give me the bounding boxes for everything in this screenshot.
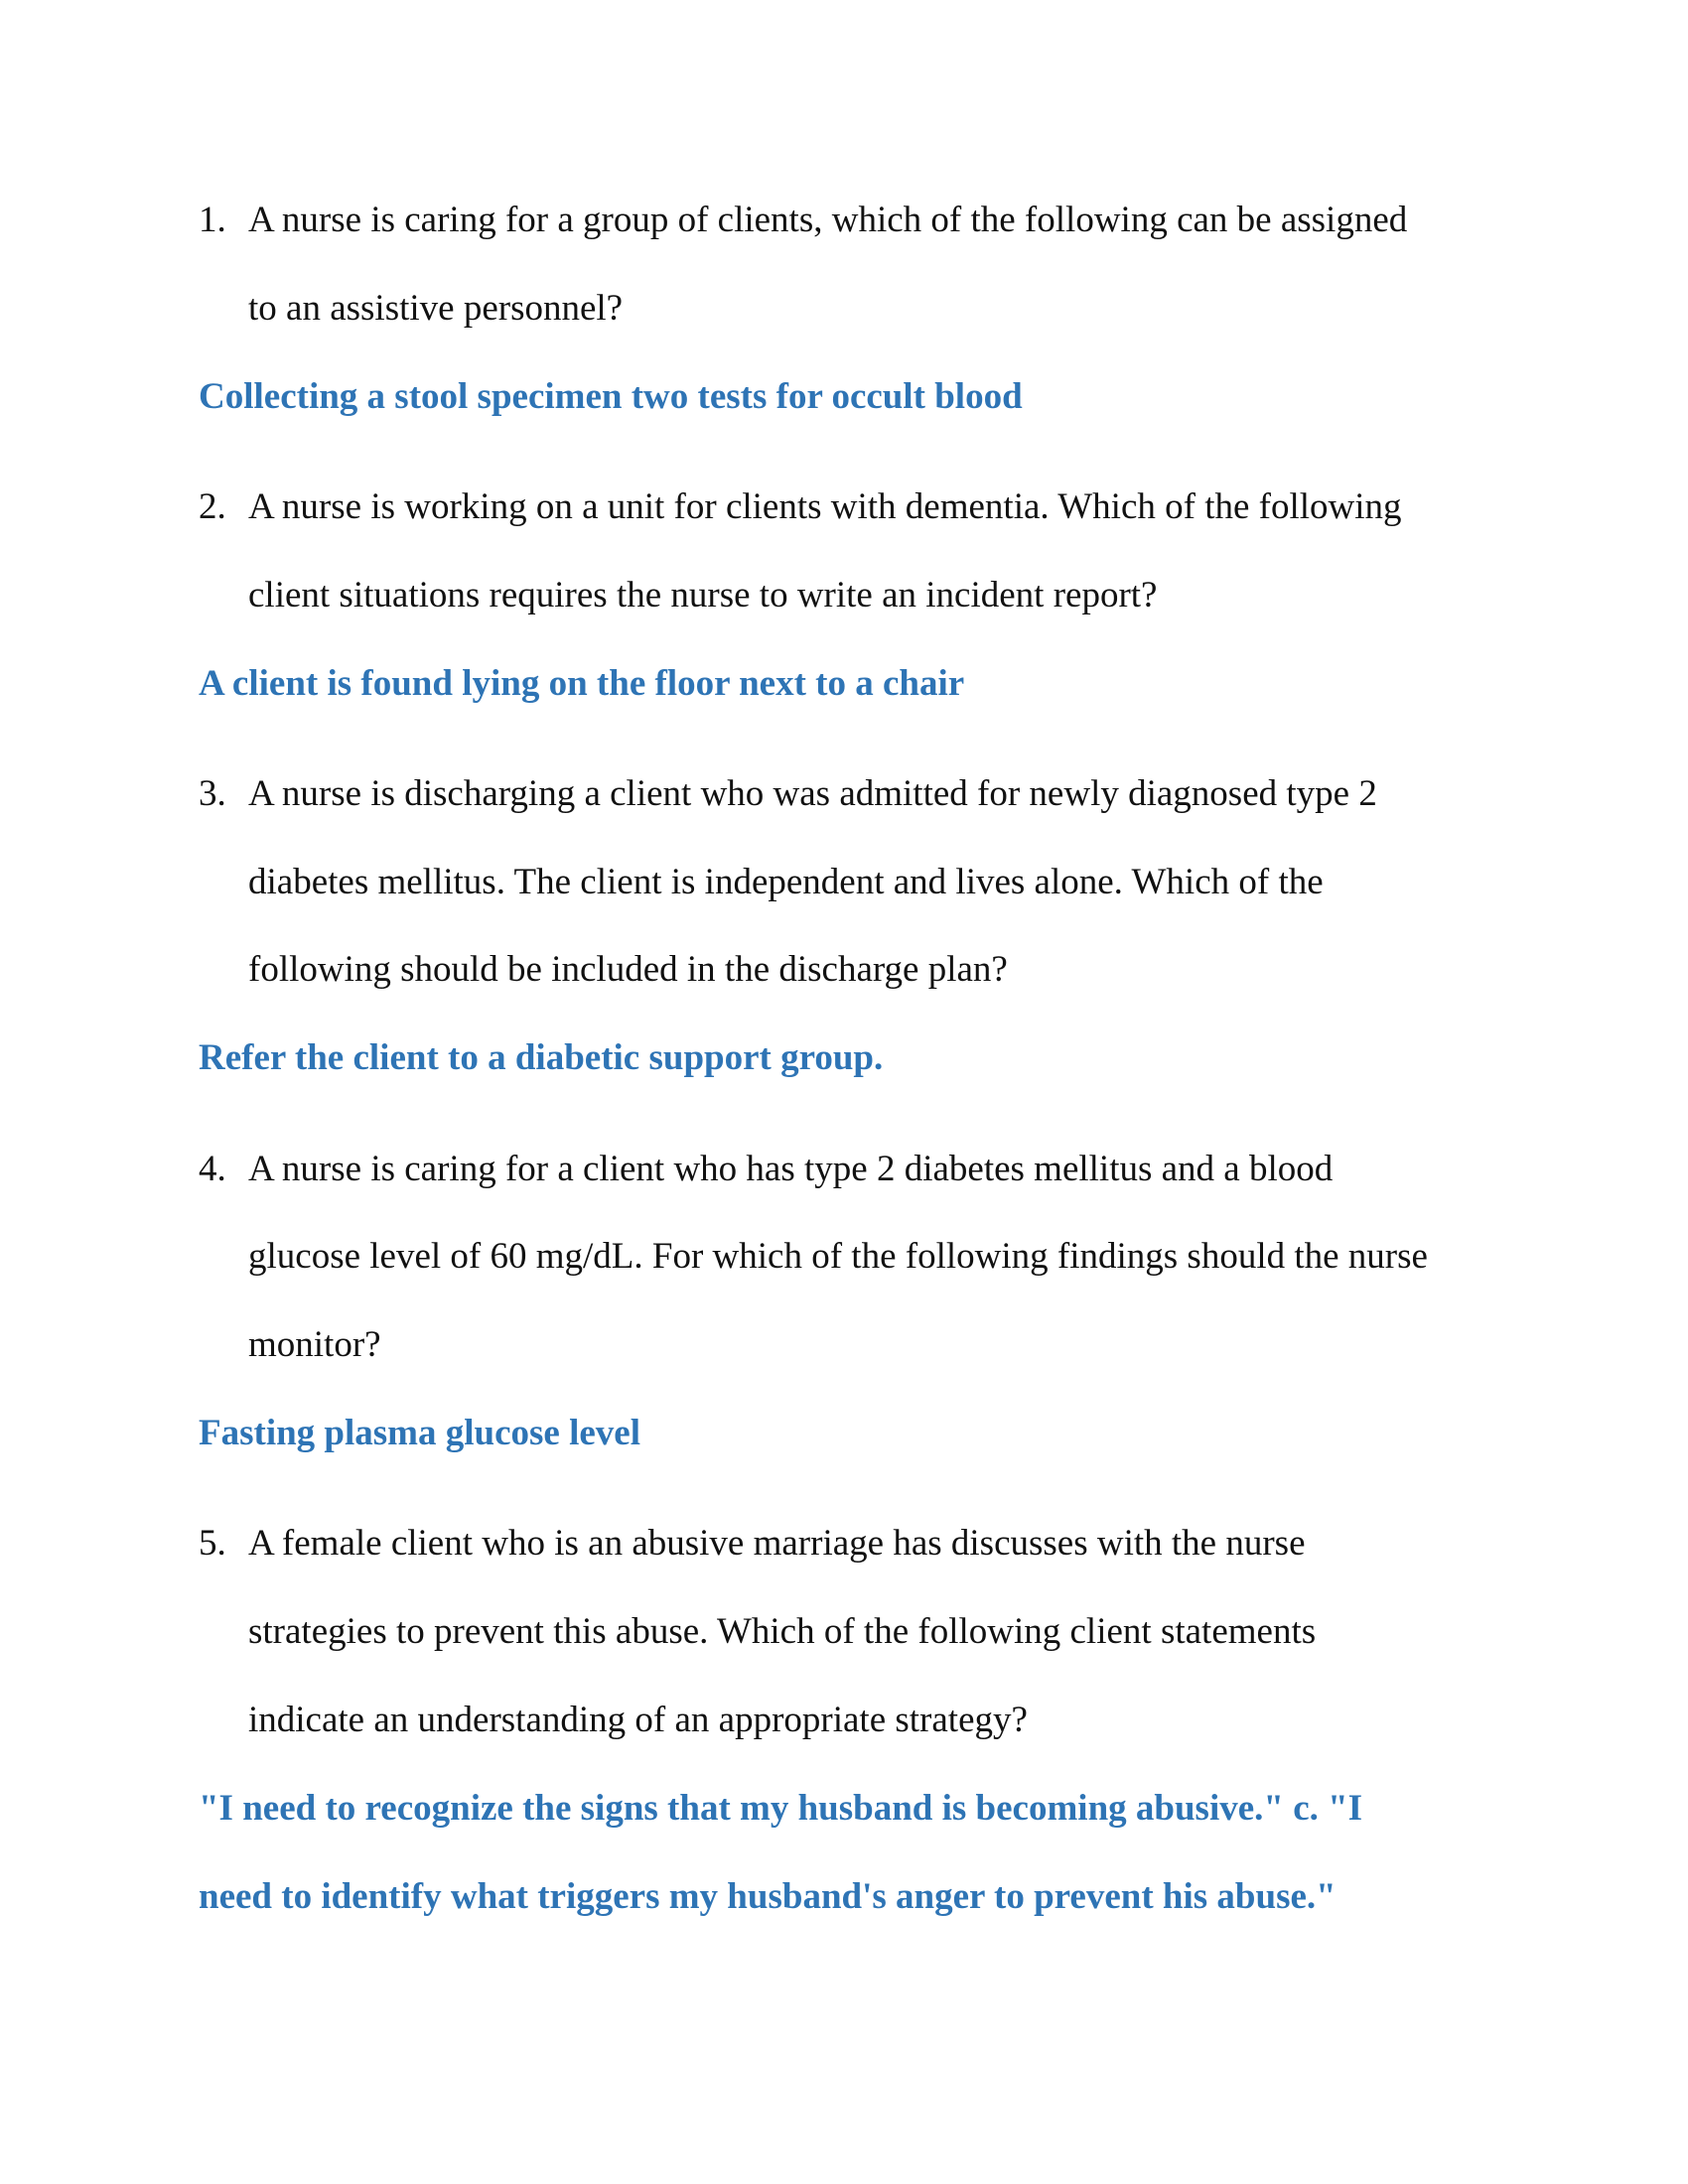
question-text-line: glucose level of 60 mg/dL. For which of the following findings should the nurse: [248, 1236, 1428, 1277]
question-number: 5.: [199, 1523, 226, 1564]
question-number: 4.: [199, 1149, 226, 1189]
question-text-line: client situations requires the nurse to write an incident report?: [248, 575, 1158, 615]
question-text-line: following should be included in the discharge plan?: [248, 949, 1008, 990]
question-text-line: strategies to prevent this abuse. Which of the following client statements: [248, 1611, 1317, 1652]
answer-5-line-2: need to identify what triggers my husband's anger to prevent his abuse.": [199, 1876, 1336, 1917]
question-text-line: monitor?: [248, 1324, 381, 1365]
question-text-line: to an assistive personnel?: [248, 288, 624, 329]
question-text-line: A nurse is caring for a group of clients, which of the following can be assigned: [248, 200, 1408, 240]
answer-3: Refer the client to a diabetic support group.: [199, 1037, 884, 1078]
question-number: 2.: [199, 486, 226, 527]
question-text-line: A nurse is discharging a client who was admitted for newly diagnosed type 2: [248, 773, 1377, 814]
question-text-line: indicate an understanding of an appropriate strategy?: [248, 1700, 1028, 1740]
question-text-line: A nurse is working on a unit for clients with dementia. Which of the following: [248, 486, 1402, 527]
question-text-line: A female client who is an abusive marriage has discusses with the nurse: [248, 1523, 1306, 1564]
answer-4: Fasting plasma glucose level: [199, 1413, 641, 1453]
answer-1: Collecting a stool specimen two tests for occult blood: [199, 376, 1023, 417]
question-text-line: diabetes mellitus. The client is independent and lives alone. Which of the: [248, 862, 1324, 902]
question-number: 1.: [199, 200, 226, 240]
answer-5-line-1: "I need to recognize the signs that my husband is becoming abusive." c. "I: [199, 1788, 1363, 1829]
question-text-line: A nurse is caring for a client who has type 2 diabetes mellitus and a blood: [248, 1149, 1334, 1189]
question-number: 3.: [199, 773, 226, 814]
answer-2: A client is found lying on the floor next to a chair: [199, 663, 965, 704]
